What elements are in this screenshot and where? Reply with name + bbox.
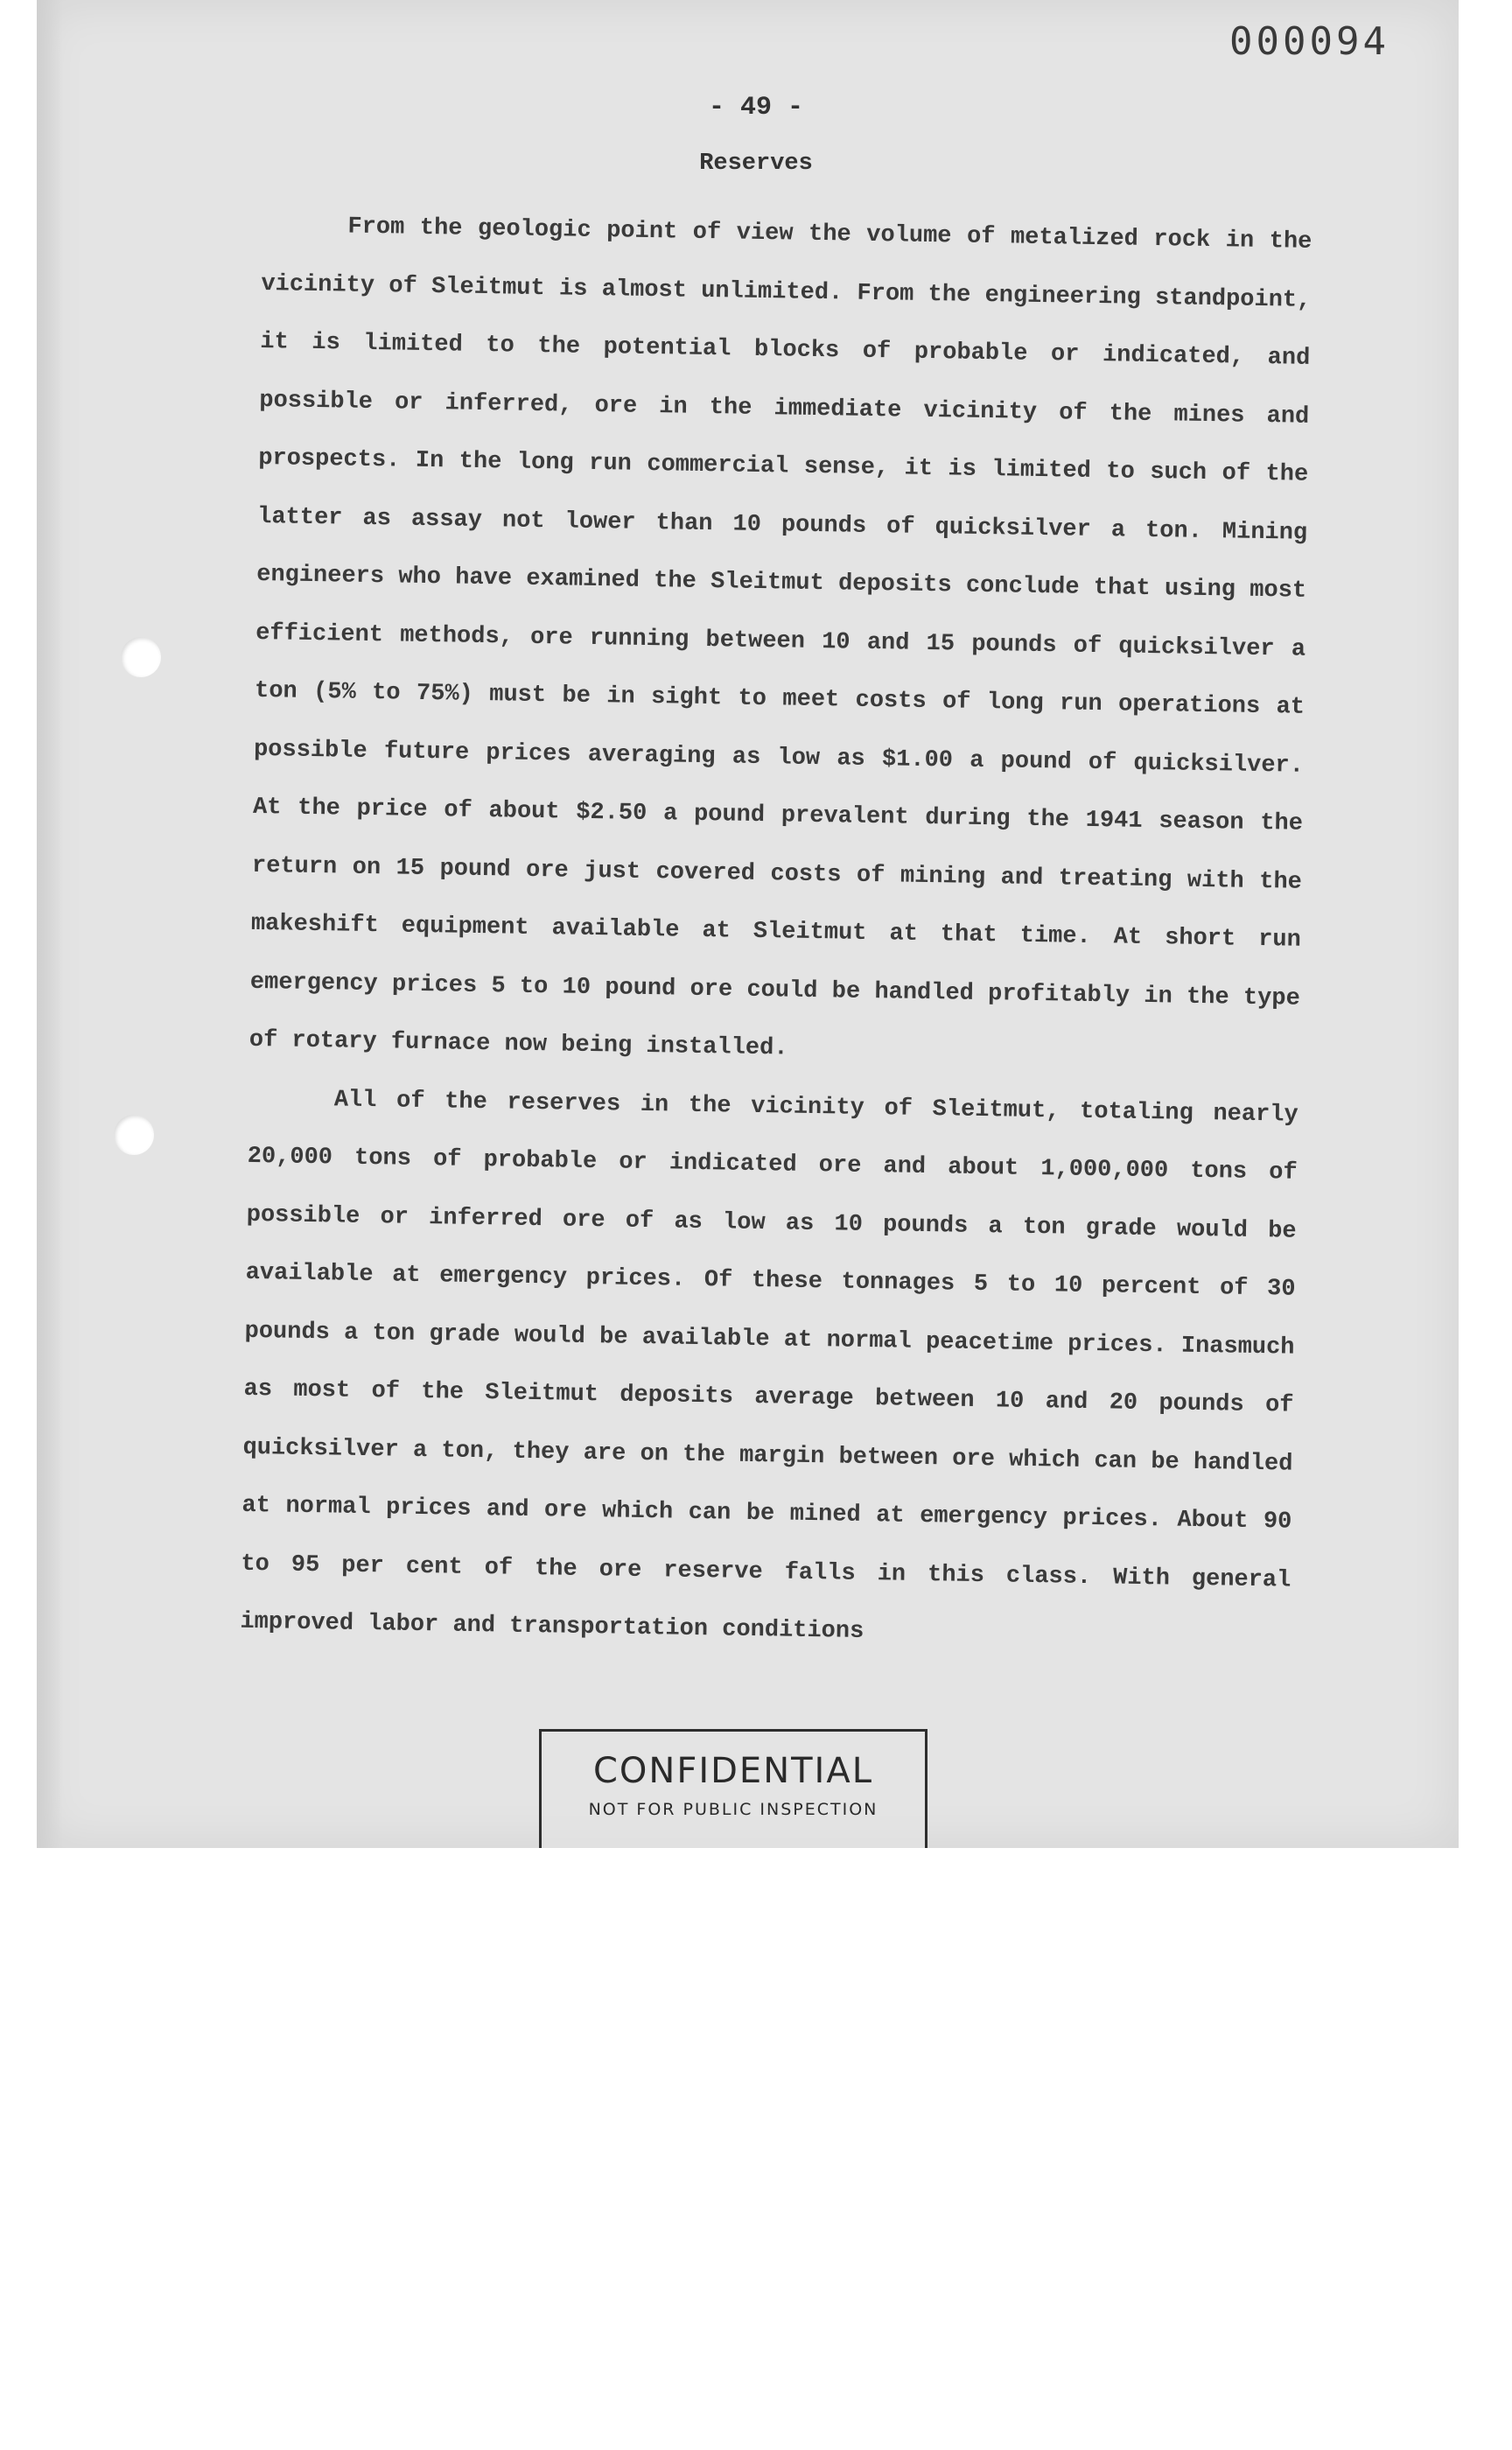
page-edge-shadow <box>37 0 63 1848</box>
document-number: 000094 <box>1229 19 1390 64</box>
punch-hole-upper <box>121 637 161 677</box>
confidential-stamp <box>539 1729 928 1848</box>
paragraph-2: All of the reserves in the vicinity of Sleitmut, totaling nearly 20,000 tons of probable or indicated ore and about 1,000,000 tons of possible or inferred ore of as low as 10 pounds a ton grade would be available at emergency prices. Of these tonnages 5 to 10 percent of 30 pounds a ton grade would be available at normal peacetime prices. Inasmuch as most of the Sleitmut deposits average between 10 and 20 pounds of quicksilver a ton, they are on the margin between ore which can be handled at normal prices and ore which can be mined at emergency prices. About 90 to 95 per cent of the ore reserve falls in this class. With general improved labor and transportation conditions <box>240 1086 1298 1645</box>
body-text <box>240 197 1312 1668</box>
paragraph-1: From the geologic point of view the volume of metalized rock in the vicinity of Sleitmut is almost unlimited. From the engineering standpoint, it is limited to the potential blocks of probable or indicated, and possible or inferred, ore in the immediate vicinity of the mines and prospects. In the long run commercial sense, it is limited to such of the latter as assay not lower than 10 pounds of quicksilver a ton. Mining engineers who have examined the Sleitmut deposits conclude that using most efficient methods, ore running between 10 and 15 pounds of quicksilver a ton (5% to 75%) must be in sight to meet costs of long run operations at possible future prices averaging as low as $1.00 a pound of quicksilver. At the price of about $2.50 a pound prevalent during the 1941 season the return on 15 pound ore just covered costs of mining and treating with the makeshift equipment available at Sleitmut at that time. At short run emergency prices 5 to 10 pound ore could be handled profitably in the type of rotary furnace now being installed. <box>248 214 1312 1062</box>
stamp-title: CONFIDENTIAL <box>592 1751 873 1791</box>
page-number: - 49 - <box>708 93 804 122</box>
section-heading: Reserves <box>699 150 813 177</box>
stamp-subtitle: NOT FOR PUBLIC INSPECTION <box>588 1800 878 1819</box>
punch-hole-lower <box>114 1115 154 1155</box>
